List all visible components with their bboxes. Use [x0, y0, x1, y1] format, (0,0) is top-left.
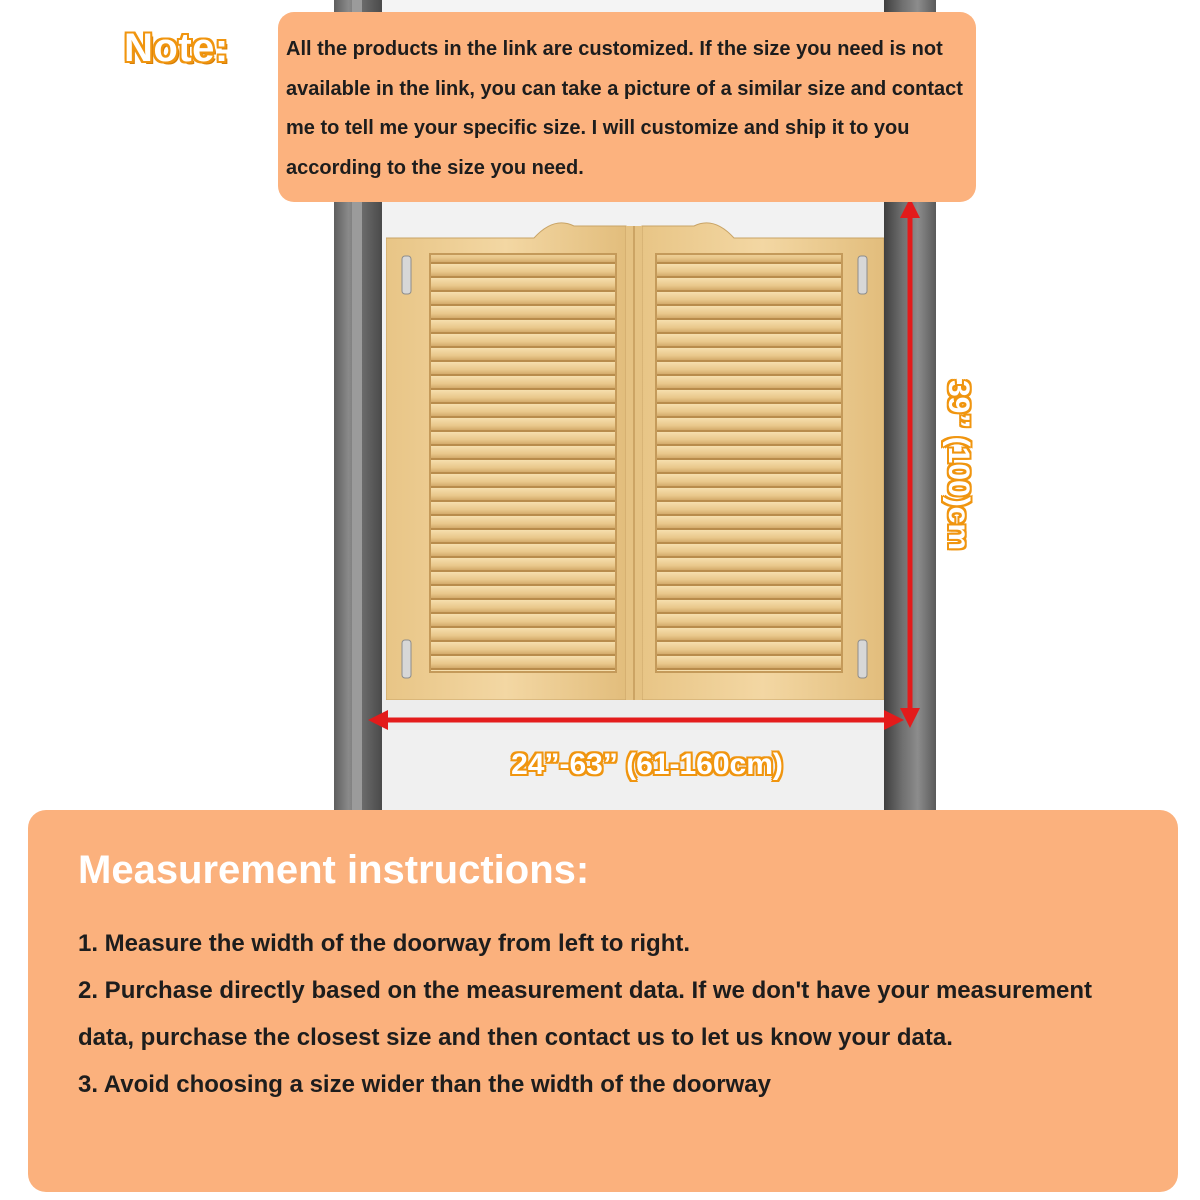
instruction-item: 3. Avoid choosing a size wider than the width of the doorway — [78, 1071, 771, 1098]
right-door-louvers — [656, 254, 842, 672]
saloon-doors-image — [386, 222, 884, 700]
note-text: All the products in the link are customized. If the size you need is not available in the link, you can take a picture of a similar size and contact me to tell me your specific size. I will customize and ship it to you according to the size you need. — [286, 38, 963, 179]
height-dimension-label: 39” (100)cm — [942, 379, 975, 551]
hinge-top-right — [858, 256, 867, 294]
measurement-instructions-box — [28, 810, 1178, 1192]
width-dimension-label: 24”-63” (61-160cm) — [511, 748, 783, 781]
note-box — [278, 12, 976, 202]
instruction-item: 2. Purchase directly based on the measurement data. If we don't have your measurement data, purchase the closest size and then contact us to let us know your data. — [78, 977, 1093, 1051]
saloon-doors-graphic — [386, 222, 884, 700]
instruction-item: 1. Measure the width of the doorway from left to right. — [78, 930, 691, 957]
hinge-bottom-left — [402, 640, 411, 678]
left-door-louvers — [430, 254, 616, 672]
instructions-list — [78, 920, 1138, 1108]
note-label: Note: — [124, 26, 229, 70]
instructions-title: Measurement instructions: — [78, 848, 590, 892]
hinge-bottom-right — [858, 640, 867, 678]
hinge-top-left — [402, 256, 411, 294]
